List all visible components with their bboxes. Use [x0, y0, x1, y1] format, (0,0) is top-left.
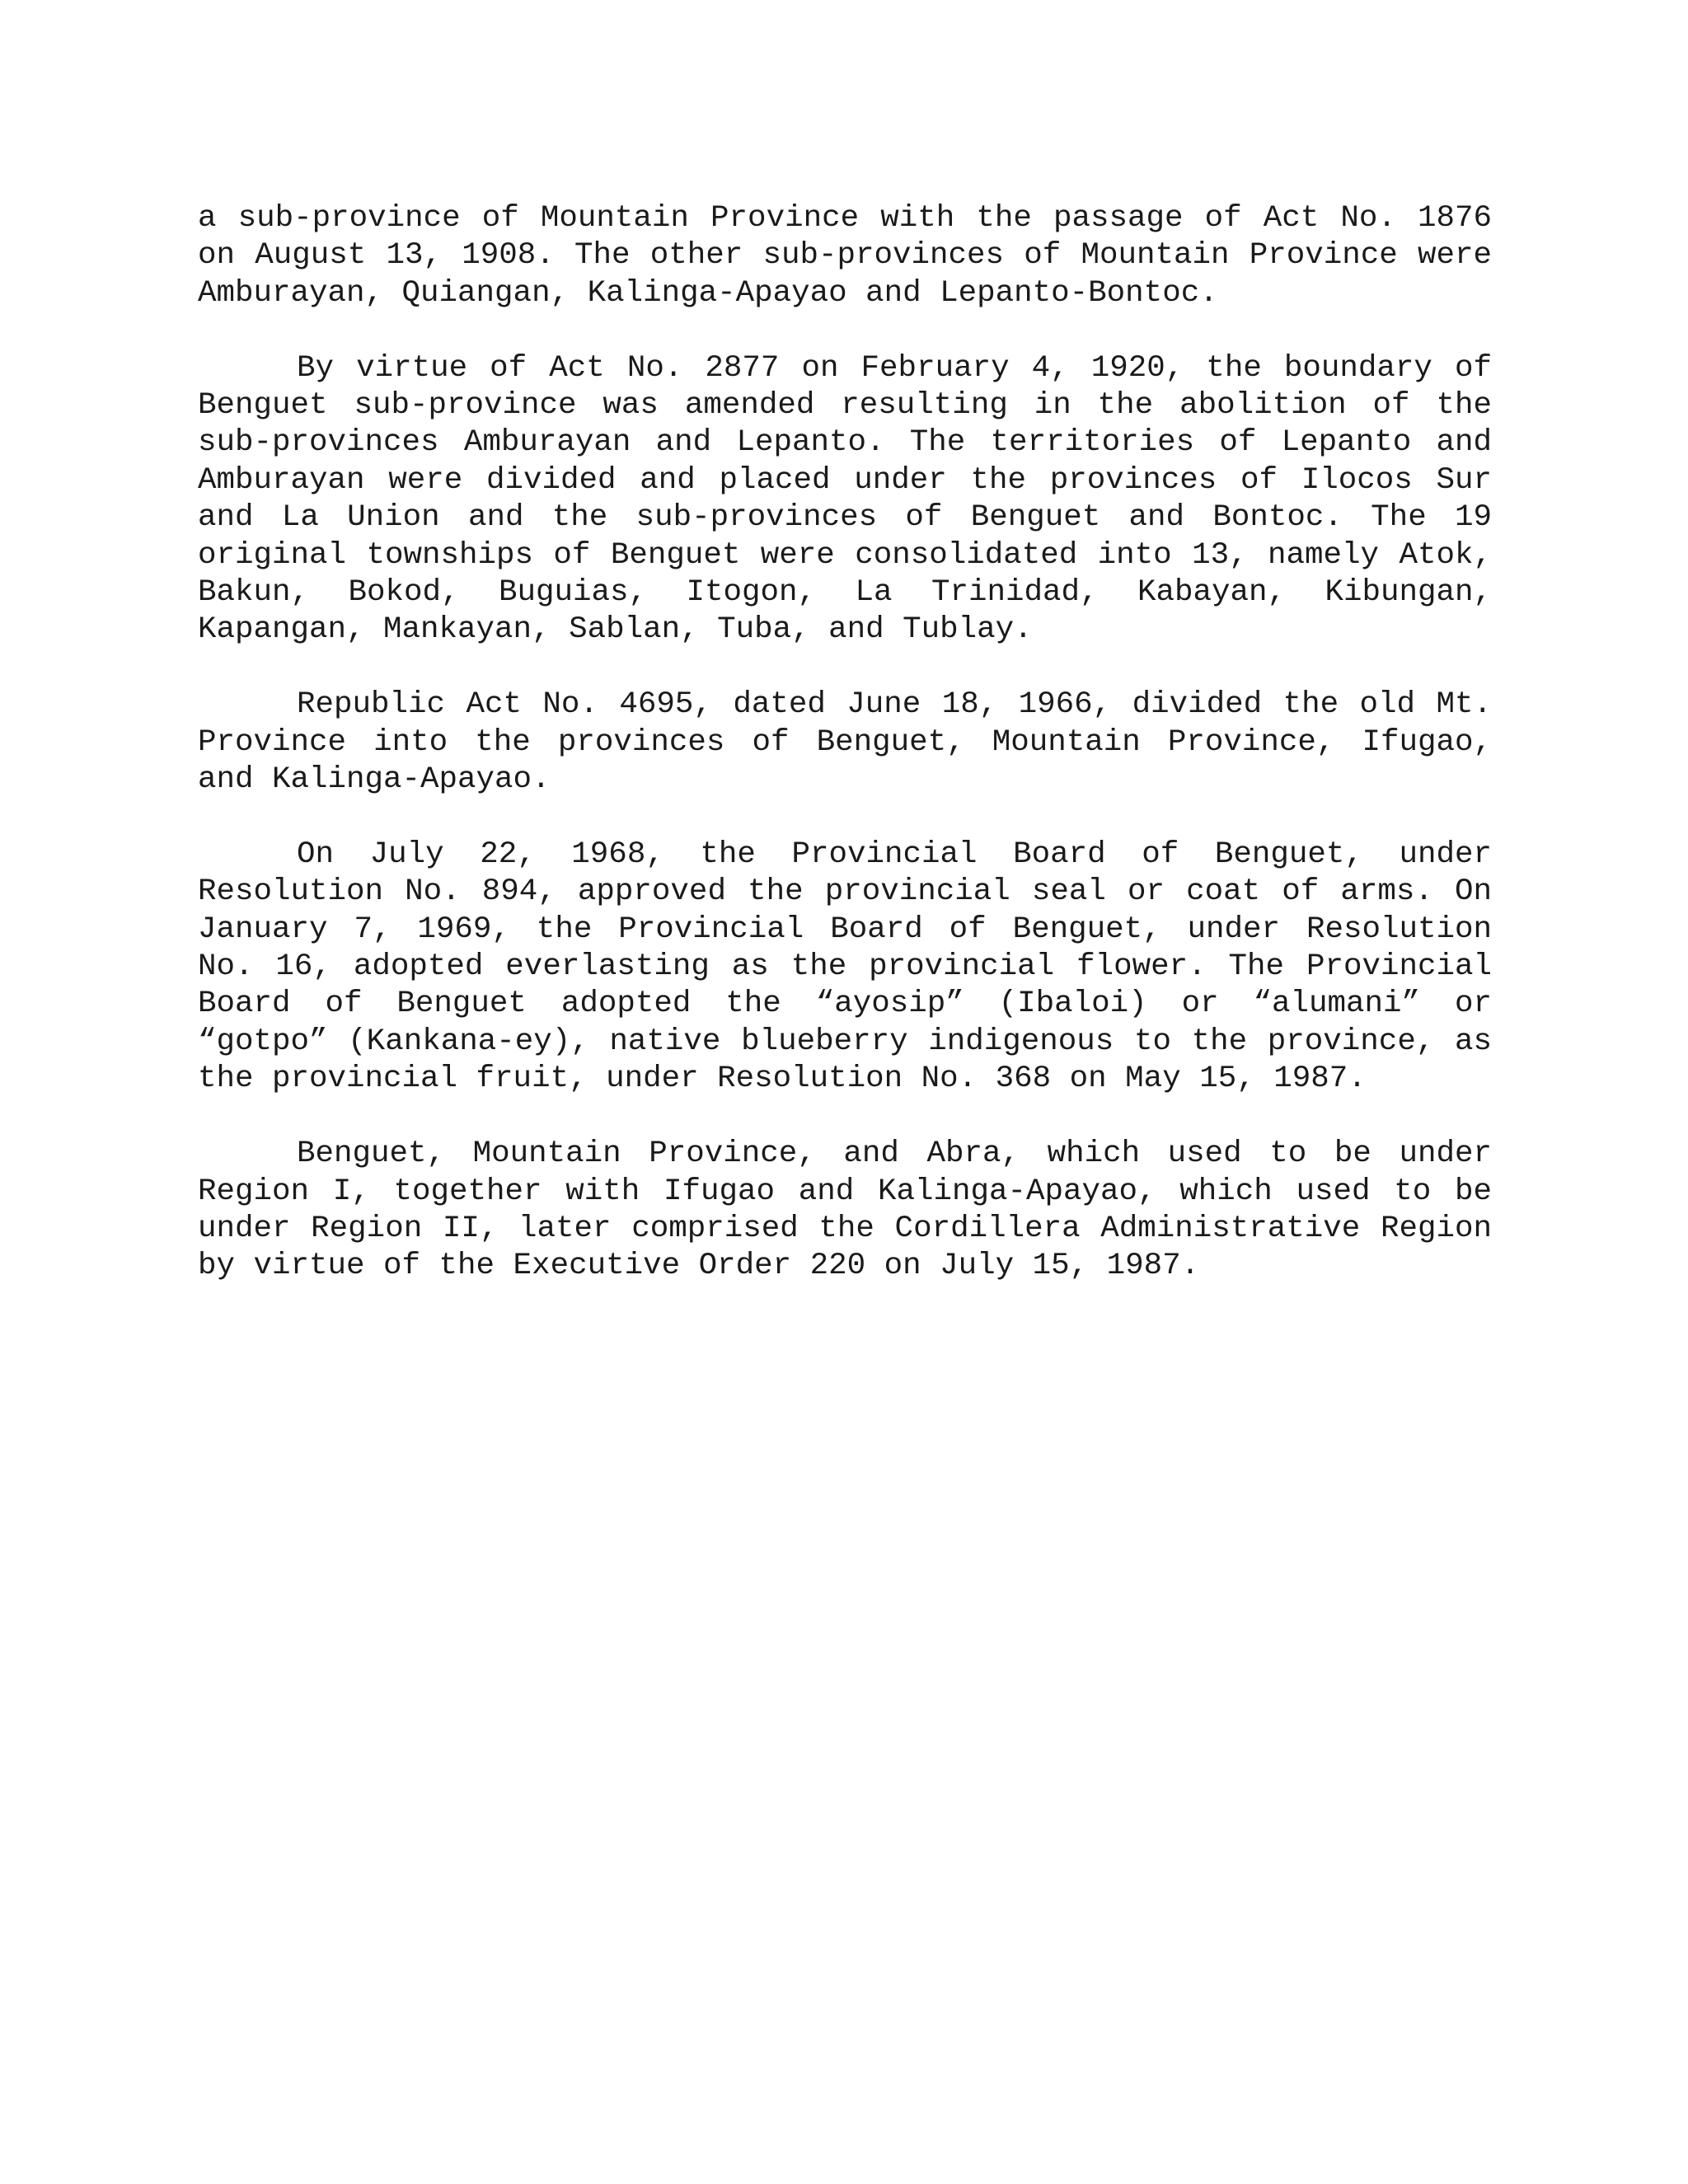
document-body [198, 200, 1492, 1323]
paragraph-republic-act-4695: Republic Act No. 4695, dated June 18, 1966, divided the old Mt. Province into the provinces of Benguet, Mountain Province, Ifugao, and Kalinga-Apayao. [198, 687, 1492, 798]
paragraph-cordillera-region: Benguet, Mountain Province, and Abra, which used to be under Region I, together with Ifugao and Kalinga-Apayao, which used to be under Region II, later comprised the Cordillera Administrative Region by virtue of the Executive Order 220 on July 15, 1987. [198, 1137, 1492, 1284]
paragraph-continuation: a sub-province of Mountain Province with the passage of Act No. 1876 on August 13, 1908. The other sub-provinces of Mountain Province were Amburayan, Quiangan, Kalinga-Apayao and Lepanto-Bontoc. [198, 201, 1492, 311]
paragraph-provincial-symbols: On July 22, 1968, the Provincial Board of Benguet, under Resolution No. 894, approved the provincial seal or coat of arms. On January 7, 1969, the Provincial Board of Benguet, under Resolution No. 16, adopted everlasting as the provincial flower. The Provincial Board of Benguet adopted the “ayosip” (Ibaloi) or “alumani” or “gotpo” (Kankana-ey), native blueberry indigenous to the province, as the provincial fruit, under Resolution No. 368 on May 15, 1987. [198, 837, 1492, 1097]
paragraph-act-2877: By virtue of Act No. 2877 on February 4, 1920, the boundary of Benguet sub-province was amended resulting in the abolition of the sub-provinces Amburayan and Lepanto. The territories of Lepanto and Amburayan were divided and placed under the provinces of Ilocos Sur and La Union and the sub-provinces of Benguet and Bontoc. The 19 original townships of Benguet were consolidated into 13, namely Atok, Bakun, Bokod, Buguias, Itogon, La Trinidad, Kabayan, Kibungan, Kapangan, Mankayan, Sablan, Tuba, and Tublay. [198, 350, 1492, 648]
